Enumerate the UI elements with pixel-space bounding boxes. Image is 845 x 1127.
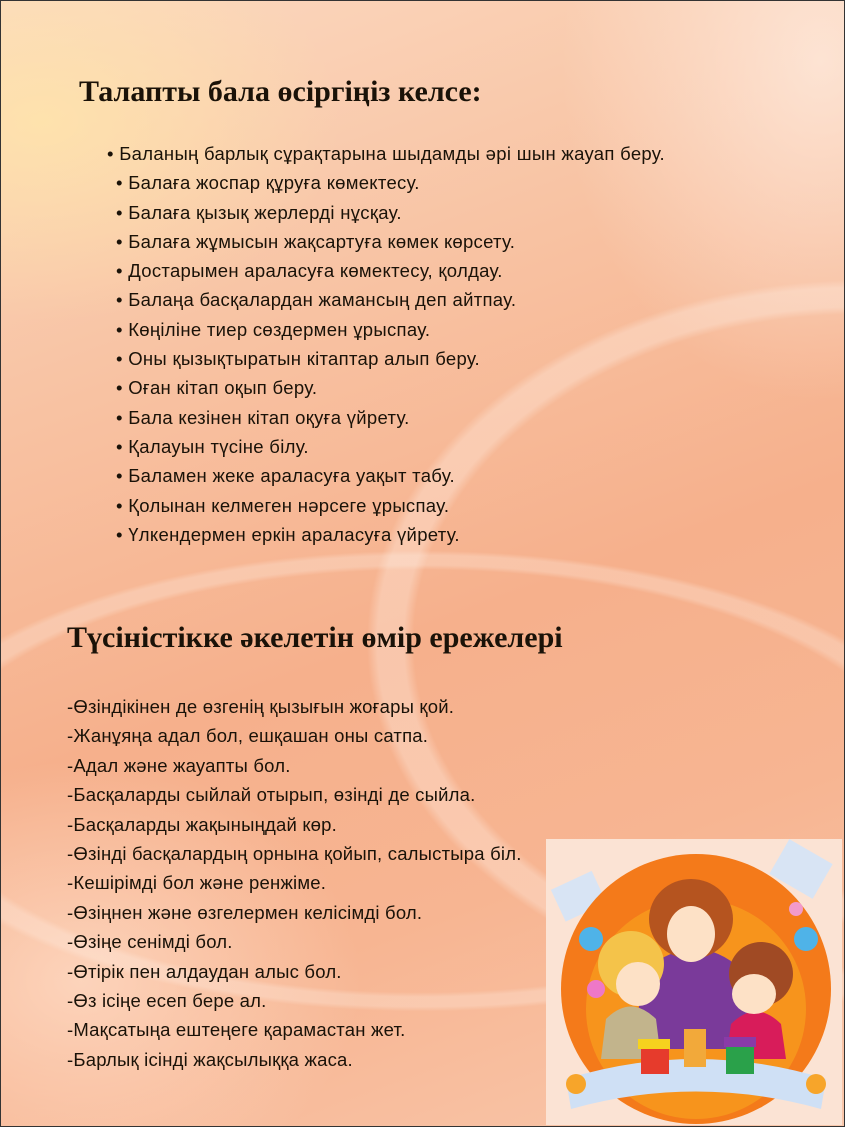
list-item: • Балаңа басқалардан жамансың деп айтпау. (107, 289, 665, 318)
list-item: • Қалауын түсіне білу. (107, 436, 665, 465)
list-item: • Балаға жоспар құруға көмектесу. (107, 172, 665, 201)
teacher-children-illustration (546, 839, 842, 1125)
list-item: -Кешірімді бол және ренжіме. (67, 872, 327, 894)
list-item: -Өзіңнен және өзгелермен келісімді бол. (67, 901, 423, 923)
list-item: • Қолынан келмеген нәрсеге ұрыспау. (107, 495, 665, 524)
list-item: • Оған кітап оқып беру. (107, 377, 665, 406)
section1-list (107, 143, 665, 553)
list-item: -Мақсатыңа ештеңеге қарамастан жет. (67, 1019, 406, 1041)
list-item: • Баламен жеке араласуға уақыт табу. (107, 465, 665, 494)
list-item: -Жанұяңа адал бол, ешқашан оны сатпа. (67, 725, 429, 747)
list-item: -Өзінді басқалардың орнына қойып, салыстыра біл. (67, 842, 522, 864)
list-item: -Өз ісіңе есеп бере ал. (67, 989, 267, 1011)
list-item: • Балаға қызық жерлерді нұсқау. (107, 202, 665, 231)
list-item: • Баланың барлық сұрақтарына шыдамды әрі шын жауап беру. (107, 143, 665, 172)
list-item: -Адал және жауапты бол. (67, 754, 291, 776)
list-item: • Бала кезінен кітап оқуға үйрету. (107, 407, 665, 436)
list-item: -Өзіңе сенімді бол. (67, 931, 233, 953)
section1-title: Талапты бала өсіргіңіз келсе: (79, 75, 482, 108)
section2-title: Түсіністікке әкелетін өмір ережелері (67, 621, 563, 654)
list-item: -Басқаларды жақыныңдай көр. (67, 813, 337, 835)
list-item: -Басқаларды сыйлай отырып, өзінді де сыйла. (67, 784, 476, 806)
section2-list (67, 696, 522, 1078)
list-item: • Көңіліне тиер сөздермен ұрыспау. (107, 319, 665, 348)
list-item: -Өтірік пен алдаудан алыс бол. (67, 960, 342, 982)
list-item: • Үлкендермен еркін араласуға үйрету. (107, 524, 665, 553)
list-item: -Барлық ісінді жақсылыққа жаса. (67, 1048, 353, 1070)
list-item: • Оны қызықтыратын кітаптар алып беру. (107, 348, 665, 377)
list-item: -Өзіндікінен де өзгенің қызығын жоғары қой. (67, 696, 455, 717)
list-item: • Балаға жұмысын жақсартуға көмек көрсету. (107, 231, 665, 260)
list-item: • Достарымен араласуға көмектесу, қолдау. (107, 260, 665, 289)
